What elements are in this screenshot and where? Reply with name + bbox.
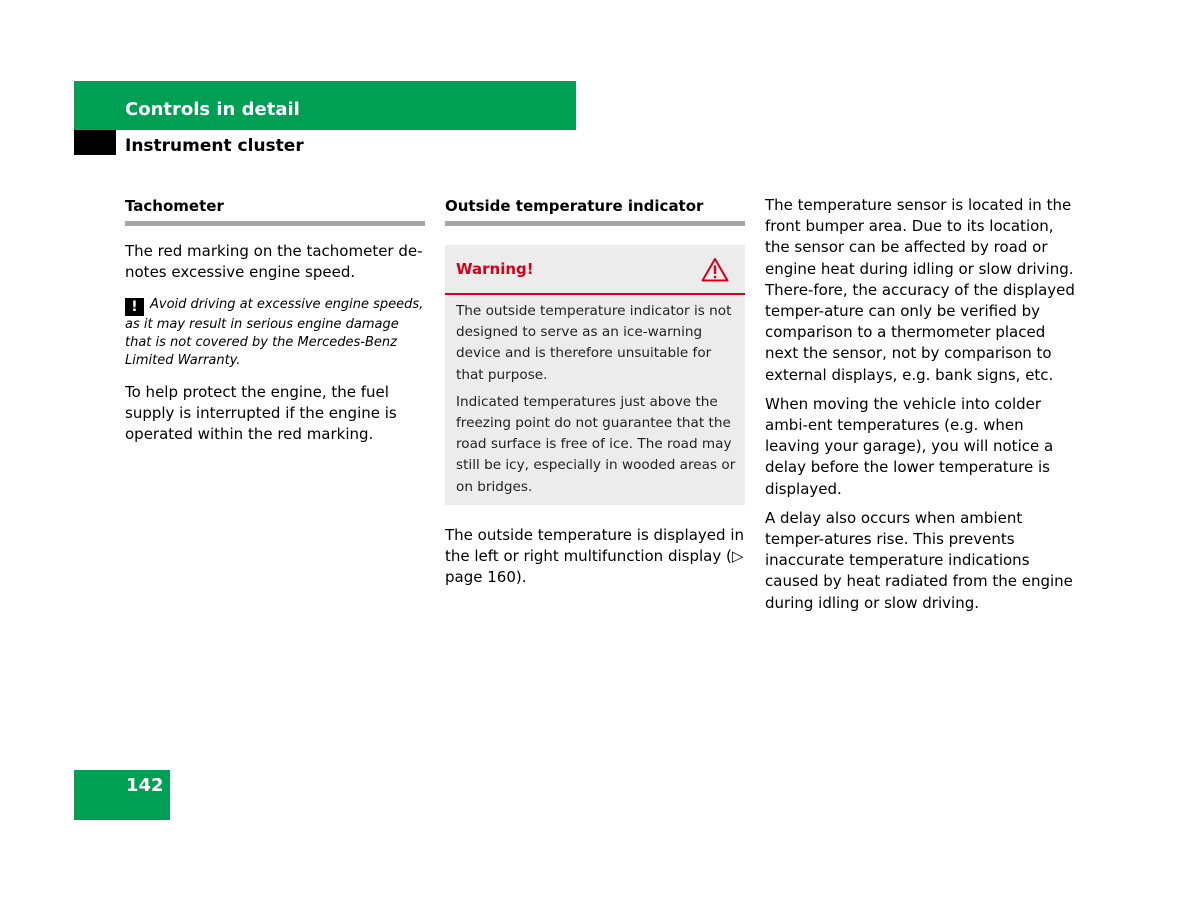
tachometer-paragraph: The red marking on the tachometer de-notes excessive engine speed. [125, 242, 423, 282]
subsection-title: Instrument cluster [125, 136, 304, 156]
outside-temp-paragraph: The outside temperature is displayed in the left or right multifunction display (▷ page 160). [445, 525, 744, 587]
tachometer-section [125, 196, 425, 446]
tachometer-note [125, 296, 425, 371]
outside-temp-section [445, 196, 745, 589]
warning-triangle-icon [701, 257, 729, 286]
section-title: Controls in detail [125, 99, 300, 120]
warning-header [445, 245, 745, 295]
warning-text-2: Indicated temperatures just above the freezing point do not guarantee that the road surface is free of ice. The road may still be icy, especially in wooded areas or on bridges. [456, 393, 736, 495]
delay-paragraph: A delay also occurs when ambient temper-atures rise. This prevents inaccurate temperature indications caused by heat radiated from the engine during idling or slow driving. [765, 508, 1073, 612]
tachometer-heading: Tachometer [125, 196, 425, 226]
outside-temp-heading: Outside temperature indicator [445, 196, 745, 226]
warning-box [445, 245, 745, 505]
page-number: 142 [126, 775, 164, 796]
warning-label: Warning! [456, 260, 534, 278]
exclamation-icon: ! [125, 298, 144, 316]
fuel-supply-paragraph: To help protect the engine, the fuel supply is interrupted if the engine is operated within the red marking. [125, 382, 397, 444]
sensor-section [765, 195, 1075, 614]
tachometer-note-text: Avoid driving at excessive engine speeds, as it may result in serious engine damage that is not covered by the Mercedes-Benz Limited Warranty. [125, 296, 424, 369]
colder-paragraph: When moving the vehicle into colder ambi-ent temperatures (e.g. when leaving your garage), you will notice a delay before the lower temperature is displayed. [765, 394, 1054, 498]
warning-text-1: The outside temperature indicator is not designed to serve as an ice-warning device and is therefore unsuitable for that purpose. [456, 303, 732, 383]
sensor-paragraph: The temperature sensor is located in the front bumper area. Due to its location, the sensor can be affected by road or engine heat during idling or slow driving. There-fore, the accuracy of the displayed temper-ature can only be verified by comparison to a thermometer placed next the sensor, not by comparison to external displays, e.g. bank signs, etc. [765, 196, 1075, 384]
subheader-marker [74, 130, 116, 155]
